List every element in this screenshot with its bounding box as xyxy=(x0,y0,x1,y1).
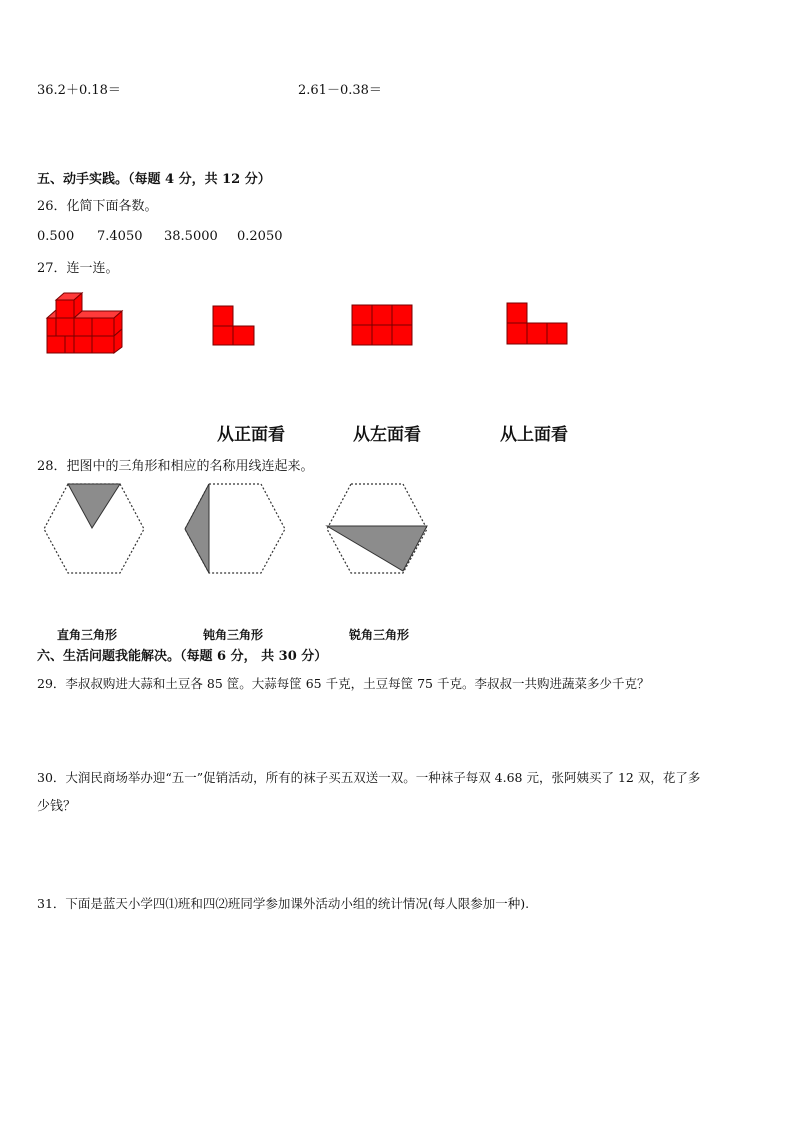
question-27: 27．连一连。 xyxy=(37,261,119,276)
view-label-left: 从左面看 xyxy=(353,425,421,445)
triangle-label-right: 直角三角形 xyxy=(57,628,118,642)
calc-expression-2: 2.61－0.38＝ xyxy=(298,83,382,98)
view-label-top: 从上面看 xyxy=(500,425,568,445)
triangle-label-obtuse: 钝角三角形 xyxy=(203,628,264,642)
cube-stack-3d-figure xyxy=(44,292,126,354)
hexagon-figure-2 xyxy=(183,482,287,576)
l-shape-small-figure xyxy=(212,305,255,346)
q26-number-1: 0.500 xyxy=(37,229,75,244)
question-30-line-1: 30．大润民商场举办迎“五一”促销活动，所有的袜子买五双送一双。一种袜子每双 4.68 元，张阿姨买了 12 双，花了多 xyxy=(37,770,701,785)
question-26: 26．化简下面各数。 xyxy=(37,199,158,214)
question-28: 28．把图中的三角形和相应的名称用线连起来。 xyxy=(37,459,314,474)
calc-expression-1: 36.2＋0.18＝ xyxy=(37,83,121,98)
question-30-line-2: 少钱？ xyxy=(37,799,77,814)
q26-number-4: 0.2050 xyxy=(237,229,283,244)
hexagon-figure-3 xyxy=(325,482,429,576)
grid-2x3-figure xyxy=(351,304,413,346)
q26-number-3: 38.5000 xyxy=(164,229,218,244)
question-31: 31．下面是蓝天小学四⑴班和四⑵班同学参加课外活动小组的统计情况(每人限参加一种). xyxy=(37,896,530,911)
section-5-title: 五、动手实践。（每题 4 分，共 12 分） xyxy=(37,172,271,187)
l-shape-wide-figure xyxy=(506,302,568,345)
triangle-label-acute: 锐角三角形 xyxy=(349,628,410,642)
q26-number-2: 7.4050 xyxy=(97,229,143,244)
hexagon-figure-1 xyxy=(42,482,146,576)
section-6-title: 六、生活问题我能解决。（每题 6 分， 共 30 分） xyxy=(37,649,328,664)
question-29: 29．李叔叔购进大蒜和土豆各 85 筐。大蒜每筐 65 千克，土豆每筐 75 千克。李叔叔一共购进蔬菜多少千克？ xyxy=(37,676,650,691)
view-label-front: 从正面看 xyxy=(217,425,285,445)
